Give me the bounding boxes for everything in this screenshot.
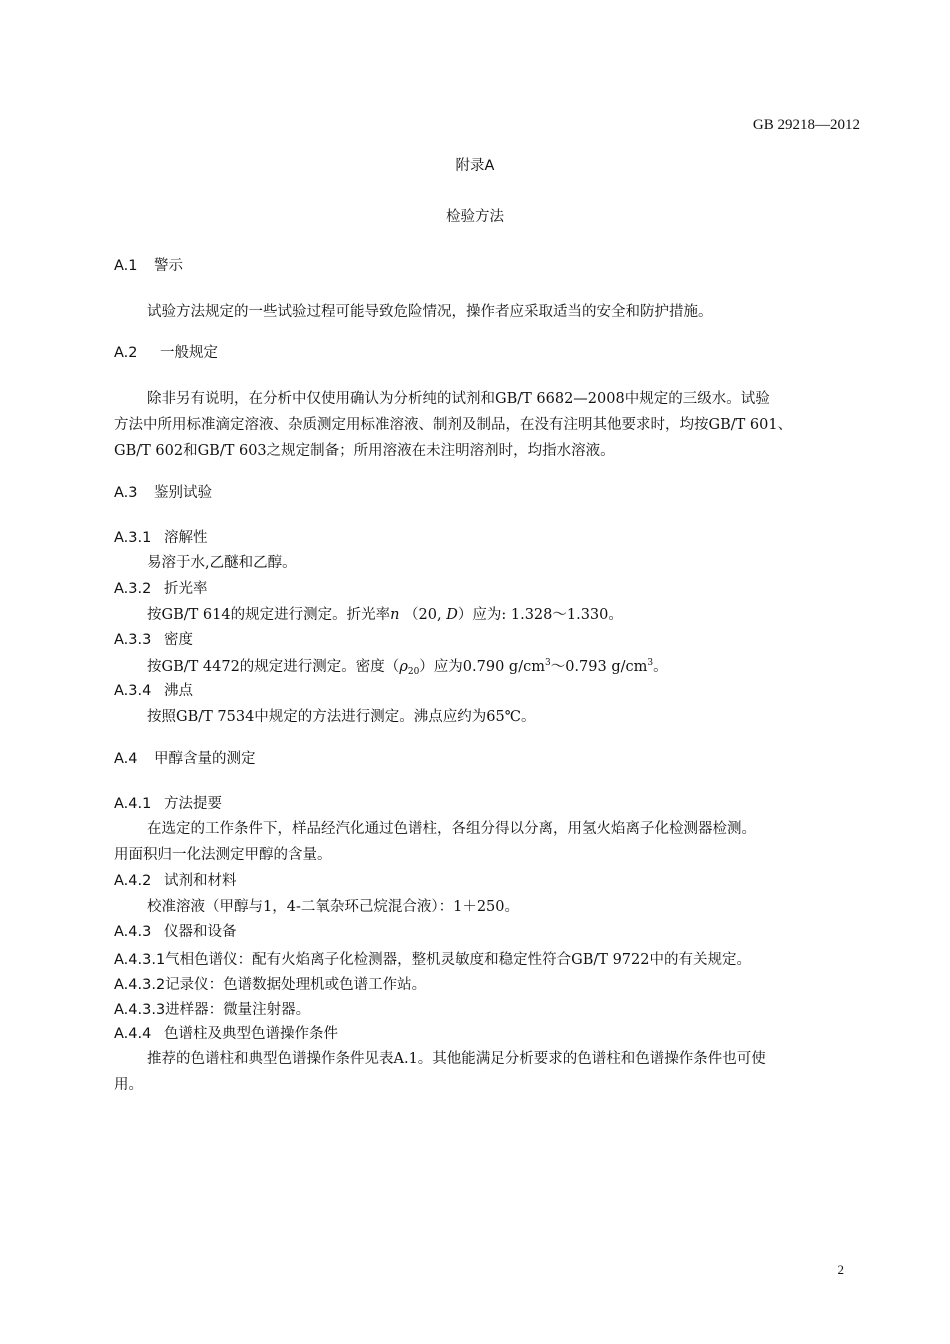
- subsection-number: A.3.1: [114, 530, 152, 546]
- paragraph-a41-line-1: 在选定的工作条件下，样品经汽化通过色谱柱，各组分得以分离，用氢火焰离子化检测器检测。: [147, 821, 756, 837]
- text-run: ）应为0.790 g/cm: [419, 659, 545, 675]
- page-number: 2: [837, 1262, 844, 1277]
- clause-number: A.4.3.1: [114, 952, 166, 968]
- section-title: 一般规定: [160, 345, 218, 361]
- subsection-heading-a42: [114, 874, 237, 889]
- symbol-d: D: [446, 607, 458, 623]
- subsection-heading-a44: [114, 1027, 338, 1042]
- paragraph-a1: 试验方法规定的一些试验过程可能导致危险情况，操作者应采取适当的安全和防护措施。: [147, 304, 713, 320]
- subsection-number: A.4.2: [114, 873, 152, 889]
- clause-text: 记录仪：色谱数据处理机或色谱工作站。: [165, 977, 427, 993]
- text-run: 。: [653, 659, 668, 675]
- subsection-heading-a33: [114, 633, 193, 648]
- symbol-n: n: [390, 607, 400, 623]
- clause-a432: [114, 976, 426, 993]
- subsection-heading-a43: [114, 925, 237, 940]
- section-number: A.1: [114, 258, 138, 274]
- section-title: 甲醇含量的测定: [154, 751, 256, 767]
- subsection-number: A.3.4: [114, 683, 152, 699]
- text-run: （20,: [399, 607, 447, 623]
- paragraph-a33: [147, 659, 668, 677]
- paragraph-a2-line-1: 除非另有说明，在分析中仅使用确认为分析纯的试剂和GB/T 6682—2008中规定的三级水。试验: [147, 391, 770, 407]
- subscript: 20: [407, 667, 420, 677]
- subsection-number: A.4.4: [114, 1026, 152, 1042]
- symbol-rho: ρ: [399, 659, 408, 675]
- subsection-title: 沸点: [164, 683, 193, 699]
- section-number: A.3: [114, 485, 138, 501]
- clause-number: A.4.3.3: [114, 1002, 166, 1018]
- appendix-title: 检验方法: [446, 209, 504, 225]
- subsection-number: A.4.3: [114, 924, 152, 940]
- section-heading-a3: [114, 486, 212, 501]
- section-heading-a4: [114, 752, 256, 767]
- paragraph-a2-line-3: GB/T 602和GB/T 603之规定制备；所用溶液在未注明溶剂时，均指水溶液。: [114, 443, 615, 459]
- clause-a431: [114, 951, 751, 968]
- section-number: A.2: [114, 345, 138, 361]
- paragraph-a31: 易溶于水,乙醚和乙醇。: [147, 555, 297, 571]
- subsection-heading-a34: [114, 684, 193, 699]
- subsection-title: 方法提要: [164, 796, 222, 812]
- paragraph-a44-line-2: 用。: [114, 1077, 143, 1093]
- subsection-number: A.3.3: [114, 632, 152, 648]
- subsection-title: 折光率: [164, 581, 208, 597]
- subsection-title: 仪器和设备: [164, 924, 237, 940]
- section-title: 鉴别试验: [154, 485, 212, 501]
- subsection-number: A.3.2: [114, 581, 152, 597]
- paragraph-a34: 按照GB/T 7534中规定的方法进行测定。沸点应约为65℃。: [147, 709, 536, 725]
- standard-code: GB 29218—2012: [752, 117, 860, 133]
- text-run: 按GB/T 614的规定进行测定。折光率: [147, 607, 391, 623]
- subsection-heading-a32: [114, 582, 208, 597]
- section-heading-a1: [114, 259, 183, 274]
- clause-a433: [114, 1001, 310, 1018]
- paragraph-a44-line-1: 推荐的色谱柱和典型色谱操作条件见表A.1。其他能满足分析要求的色谱柱和色谱操作条件也可使: [147, 1051, 766, 1067]
- text-run: 按GB/T 4472的规定进行测定。密度（: [147, 659, 400, 675]
- text-run: ）应为: 1.328～1.330。: [457, 607, 623, 623]
- subsection-title: 密度: [164, 632, 193, 648]
- paragraph-a41-line-2: 用面积归一化法测定甲醇的含量。: [114, 847, 332, 863]
- superscript: 3: [544, 658, 551, 668]
- subsection-title: 试剂和材料: [164, 873, 237, 889]
- section-heading-a2: [114, 346, 218, 361]
- clause-number: A.4.3.2: [114, 977, 166, 993]
- paragraph-a32: [147, 608, 623, 623]
- section-number: A.4: [114, 751, 138, 767]
- clause-text: 气相色谱仪：配有火焰离子化检测器，整机灵敏度和稳定性符合GB/T 9722中的有关规定。: [165, 952, 751, 968]
- superscript: 3: [647, 658, 654, 668]
- paragraph-a2-line-2: 方法中所用标准滴定溶液、杂质测定用标准溶液、制剂及制品，在没有注明其他要求时，均按GB/T 601、: [114, 417, 793, 433]
- clause-text: 进样器：微量注射器。: [165, 1002, 311, 1018]
- section-title: 警示: [154, 258, 183, 274]
- subsection-number: A.4.1: [114, 796, 152, 812]
- text-run: ～0.793 g/cm: [550, 659, 648, 675]
- subsection-title: 色谱柱及典型色谱操作条件: [164, 1026, 338, 1042]
- subsection-heading-a41: [114, 797, 222, 812]
- appendix-label: 附录A: [455, 158, 495, 174]
- subsection-title: 溶解性: [164, 530, 208, 546]
- subsection-heading-a31: [114, 531, 208, 546]
- paragraph-a42: 校准溶液（甲醇与1，4-二氧杂环己烷混合液）：1＋250。: [147, 899, 519, 915]
